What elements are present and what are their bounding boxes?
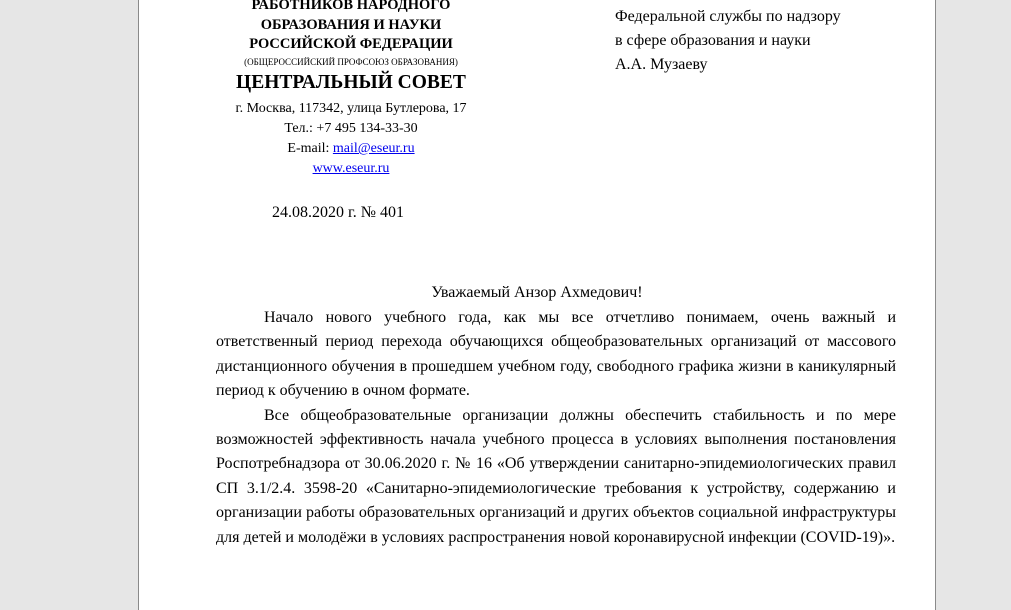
letter-greeting: Уважаемый Анзор Ахмедович!	[431, 284, 643, 301]
body-paragraph: Все общеобразовательные организации должны обеспечить стабильность и по мере возможностей эффективность начала учебного процесса в условиях выполнения постановления Роспотребнадзора от 30.06.2020 г. № 16 «Об утверждении санитарно-эпидемиологических правил СП 3.1/2.4. 3598-20 «Санитарно-эпидемиологические требования к устройству, содержанию и организации работы образовательных организаций и других объектов социальной инфраструктуры для детей и молодёжи в условиях распространения новой коронавирусной инфекции (COVID-19)».	[216, 406, 896, 546]
addressee-line: в сфере образования и науки	[615, 32, 811, 49]
document-page	[138, 0, 936, 610]
council-title: ЦЕНТРАЛЬНЫЙ СОВЕТ	[236, 72, 466, 93]
org-name-line: РАБОТНИКОВ НАРОДНОГО	[251, 0, 451, 13]
addressee-line: А.А. Музаеву	[615, 56, 708, 73]
email-label: E-mail:	[287, 141, 333, 156]
website-link[interactable]: www.eseur.ru	[312, 161, 390, 176]
address-line: г. Москва, 117342, улица Бутлерова, 17	[235, 101, 467, 116]
letter-date-number: 24.08.2020 г. № 401	[272, 204, 405, 221]
organization-subtitle: (ОБЩЕРОССИЙСКИЙ ПРОФСОЮЗ ОБРАЗОВАНИЯ)	[244, 57, 458, 67]
addressee-line: Федеральной службы по надзору	[615, 8, 841, 25]
organization-name	[199, 0, 503, 55]
letter-body	[216, 306, 896, 550]
email-link[interactable]: mail@eseur.ru	[332, 141, 415, 156]
addressee-block	[615, 5, 841, 77]
website-line	[199, 159, 503, 179]
org-name-line: РОССИЙСКОЙ ФЕДЕРАЦИИ	[249, 36, 453, 52]
phone-line: Тел.: +7 495 134-33-30	[284, 121, 418, 136]
email-line	[199, 139, 503, 159]
org-name-line: ОБРАЗОВАНИЯ И НАУКИ	[260, 16, 442, 33]
body-paragraph: Начало нового учебного года, как мы все отчетливо понимаем, очень важный и ответственный период перехода обучающихся общеобразовательных организаций от массового дистанционного обучения в прошедшем учебном году, свободного графика жизни в каникулярный период к обучению в очном формате.	[216, 309, 896, 400]
contact-block	[199, 99, 503, 179]
